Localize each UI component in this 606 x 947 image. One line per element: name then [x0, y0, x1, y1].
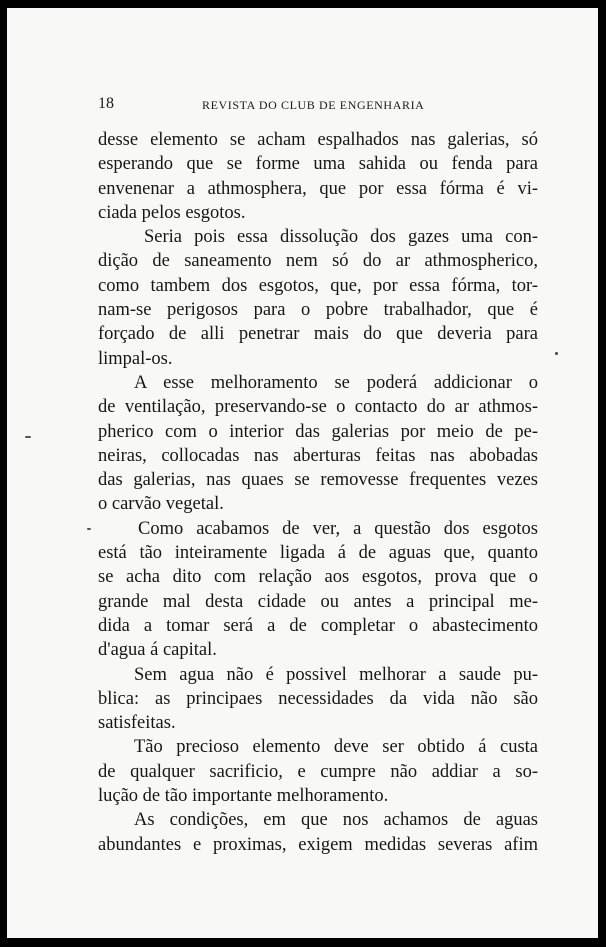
text-line: grande mal desta cidade ou antes a principal me-: [98, 591, 538, 612]
text-line: A esse melhoramento se poderá addicionar o: [134, 372, 538, 393]
text-line: envenenar a athmosphera, que por essa fórma é vi-: [98, 178, 538, 199]
text-line: nam-se perigosos para o pobre trabalhador, que é: [98, 300, 538, 321]
text-line: Sem agua não é possivel melhorar a saude pu-: [134, 664, 538, 685]
text-line: de qualquer sacrificio, e cumpre não addiar a so-: [98, 761, 538, 782]
running-title: REVISTA DO CLUB DE ENGENHARIA: [202, 98, 425, 112]
text-line: dição de saneamento nem só do ar athmospherico,: [98, 251, 538, 272]
text-line: lução de tão importante melhoramento.: [98, 786, 389, 807]
text-line: como tambem dos esgotos, que, por essa fórma, tor-: [98, 275, 538, 296]
page-number: 18: [98, 95, 114, 112]
text-line: forçado de alli penetrar mais do que deveria para: [98, 324, 538, 345]
text-line: dida a tomar será a de completar o abastecimento: [98, 615, 538, 636]
text-line: o carvão vegetal.: [98, 494, 224, 515]
scan-speck: [25, 436, 31, 438]
text-line: As condições, em que nos achamos de aguas: [134, 810, 538, 831]
text-line: pherico com o interior das galerias por meio de pe-: [98, 421, 538, 442]
text-line: esperando que se forme uma sahida ou fenda para: [98, 154, 538, 175]
text-line: está tão inteiramente ligada á de aguas que, quanto: [98, 543, 538, 564]
running-header: [98, 95, 538, 115]
text-line: abundantes e proximas, exigem medidas severas afim: [98, 834, 538, 855]
scan-speck: [555, 352, 558, 355]
text-line: neiras, collocadas nas aberturas feitas nas abobadas: [98, 445, 538, 466]
text-line: Tão precioso elemento deve ser obtido á custa: [134, 737, 538, 758]
text-line: limpal-os.: [98, 348, 173, 369]
text-line: se acha dito com relação aos esgotos, prova que o: [98, 567, 538, 588]
text-line: ciada pelos esgotos.: [98, 202, 246, 223]
text-line: das galerias, nas quaes se removesse frequentes vezes: [98, 470, 538, 491]
text-line: de ventilação, preservando-se o contacto do ar athmos-: [98, 397, 538, 418]
text-line: Como acabamos de ver, a questão dos esgotos: [138, 518, 538, 539]
text-line: desse elemento se acham espalhados nas galerias, só: [98, 130, 538, 150]
scan-speck: [87, 528, 91, 530]
body-text: [98, 128, 538, 857]
text-line: d'agua á capital.: [98, 640, 217, 661]
text-line: Seria pois essa dissolução dos gazes uma con-: [144, 227, 538, 248]
text-line: satisfeitas.: [98, 713, 176, 734]
text-line: blica: as principaes necessidades da vida não são: [98, 688, 538, 709]
